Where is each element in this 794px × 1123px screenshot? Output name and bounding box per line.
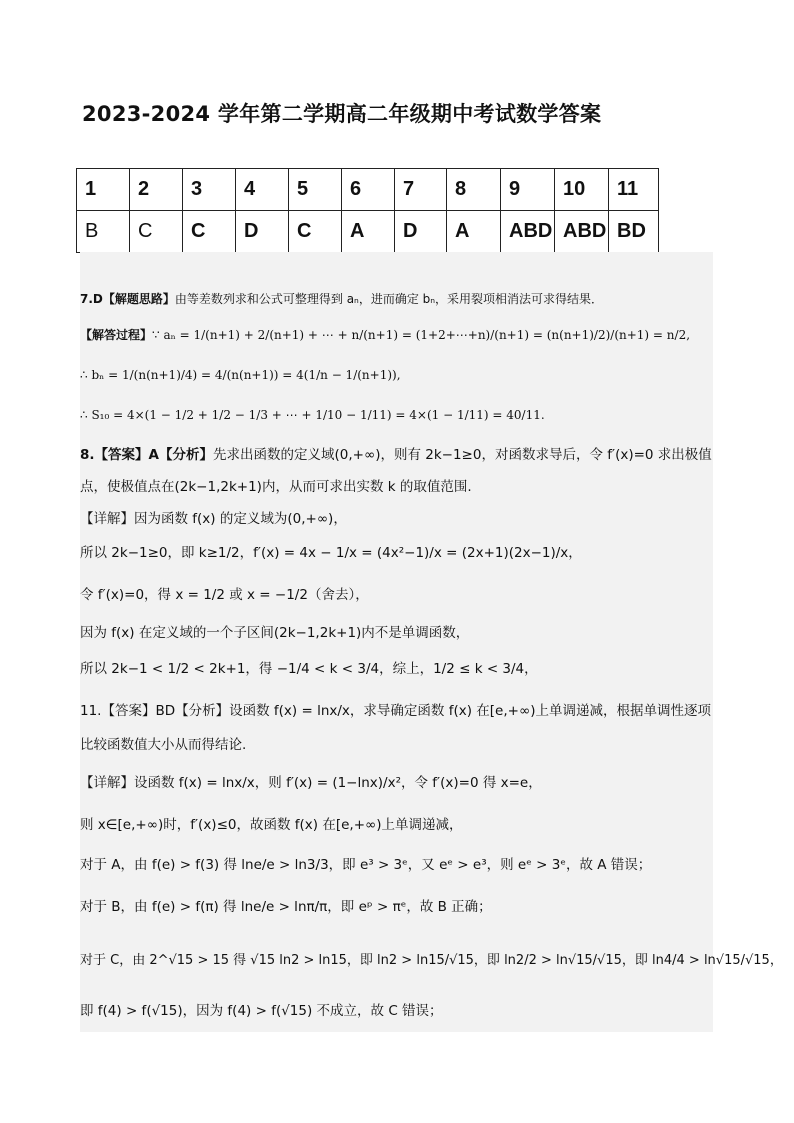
q11-detail-C1: 对于 C，由 2^√15 > 15 得 √15 ln2 > ln15，即 ln2 > ln15/√15，即 ln2/2 > ln√15/√15，即 ln4/4 > ln√15/√15， — [80, 953, 783, 968]
question-number: 10 — [555, 169, 609, 211]
solutions-panel — [80, 252, 783, 1032]
q7-idea — [80, 290, 603, 308]
q7-eq3: ∴ S₁₀ = 4×(1 − 1/2 + 1/2 − 1/3 + ⋯ + 1/10 − 1/11) = 4×(1 − 1/11) = 40/11. — [80, 408, 545, 422]
q11-detail-1: 【详解】设函数 f(x) = lnx/x，则 f′(x) = (1−lnx)/x²，令 f′(x)=0 得 x=e， — [80, 775, 542, 791]
question-number: 1 — [77, 169, 130, 211]
answer-table — [76, 168, 659, 253]
q11-detail-B: 对于 B，由 f(e) > f(π) 得 lne/e > lnπ/π，即 eᵖ > πᵉ，故 B 正确； — [80, 899, 492, 915]
page-title: 2023-2024 学年第二学期高二年级期中考试数学答案 — [82, 102, 602, 126]
question-number: 9 — [501, 169, 555, 211]
q8-detail-1: 【详解】因为函数 f(x) 的定义域为(0,+∞)， — [80, 511, 347, 527]
q7-eq2: ∴ bₙ = 1/(n(n+1)/4) = 4/(n(n+1)) = 4(1/n − 1/(n+1)), — [80, 368, 401, 382]
q11-analysis-2: 比较函数值大小从而得结论. — [80, 737, 247, 753]
answer-cell: A — [342, 211, 395, 253]
answer-cell: C — [130, 211, 183, 253]
q8-detail-3: 令 f′(x)=0，得 x = 1/2 或 x = −1/2（舍去）， — [80, 587, 369, 603]
answer-cell: C — [183, 211, 236, 253]
question-number: 7 — [395, 169, 447, 211]
answer-table-answer-row — [77, 211, 659, 253]
answer-cell: A — [447, 211, 501, 253]
q8-detail-5: 所以 2k−1 < 1/2 < 2k+1，得 −1/4 < k < 3/4，综上，1/2 ≤ k < 3/4， — [80, 661, 538, 677]
question-number: 6 — [342, 169, 395, 211]
answer-cell: D — [236, 211, 289, 253]
question-number: 8 — [447, 169, 501, 211]
q7-idea-text: 由等差数列求和公式可整理得到 aₙ，进而确定 bₙ，采用裂项相消法可求得结果． — [174, 292, 604, 306]
q11-detail-A: 对于 A，由 f(e) > f(3) 得 lne/e > ln3/3，即 e³ > 3ᵉ，又 eᵉ > e³，则 eᵉ > 3ᵉ，故 A 错误； — [80, 857, 652, 873]
q8-analysis-line-1 — [80, 446, 712, 464]
q11-detail-C2: 即 f(4) > f(√15)，因为 f(4) > f(√15) 不成立，故 C 错误； — [80, 1003, 443, 1019]
question-number: 5 — [289, 169, 342, 211]
q8-detail-2: 所以 2k−1≥0，即 k≥1/2，f′(x) = 4x − 1/x = (4x²−1)/x = (2x+1)(2x−1)/x， — [80, 545, 582, 561]
question-number: 11 — [609, 169, 659, 211]
answer-cell: BD — [609, 211, 659, 253]
question-number: 4 — [236, 169, 289, 211]
q11-analysis-1: 11.【答案】BD【分析】设函数 f(x) = lnx/x，求导确定函数 f(x) 在[e,+∞)上单调递减，根据单调性逐项 — [80, 703, 711, 719]
q7-eq1-text: ∵ aₙ = 1/(n+1) + 2/(n+1) + ⋯ + n/(n+1) = (1+2+⋯+n)/(n+1) = (n(n+1)/2)/(n+1) = n/2, — [152, 328, 691, 342]
answer-table-number-row — [77, 169, 659, 211]
q8-analysis-1: 先求出函数的定义域(0,+∞)，则有 2k−1≥0，对函数求导后，令 f′(x)=0 求出极值 — [212, 447, 712, 463]
q8-label: 8.【答案】A【分析】 — [80, 447, 213, 463]
q11-detail-2: 则 x∈[e,+∞)时，f′(x)≤0，故函数 f(x) 在[e,+∞)上单调递减， — [80, 817, 463, 833]
question-number: 2 — [130, 169, 183, 211]
answer-cell: C — [289, 211, 342, 253]
q7-eq1 — [80, 326, 690, 344]
q7-label: 7.D【解题思路】 — [80, 292, 175, 306]
answer-cell: D — [395, 211, 447, 253]
answer-cell: ABD — [501, 211, 555, 253]
q7-process-label: 【解答过程】 — [80, 328, 153, 342]
q8-detail-4: 因为 f(x) 在定义域的一个子区间(2k−1,2k+1)内不是单调函数， — [80, 625, 470, 641]
question-number: 3 — [183, 169, 236, 211]
q8-analysis-2: 点，使极值点在(2k−1,2k+1)内，从而可求出实数 k 的取值范围. — [80, 479, 472, 495]
answer-cell: B — [77, 211, 130, 253]
answer-cell: ABD — [555, 211, 609, 253]
